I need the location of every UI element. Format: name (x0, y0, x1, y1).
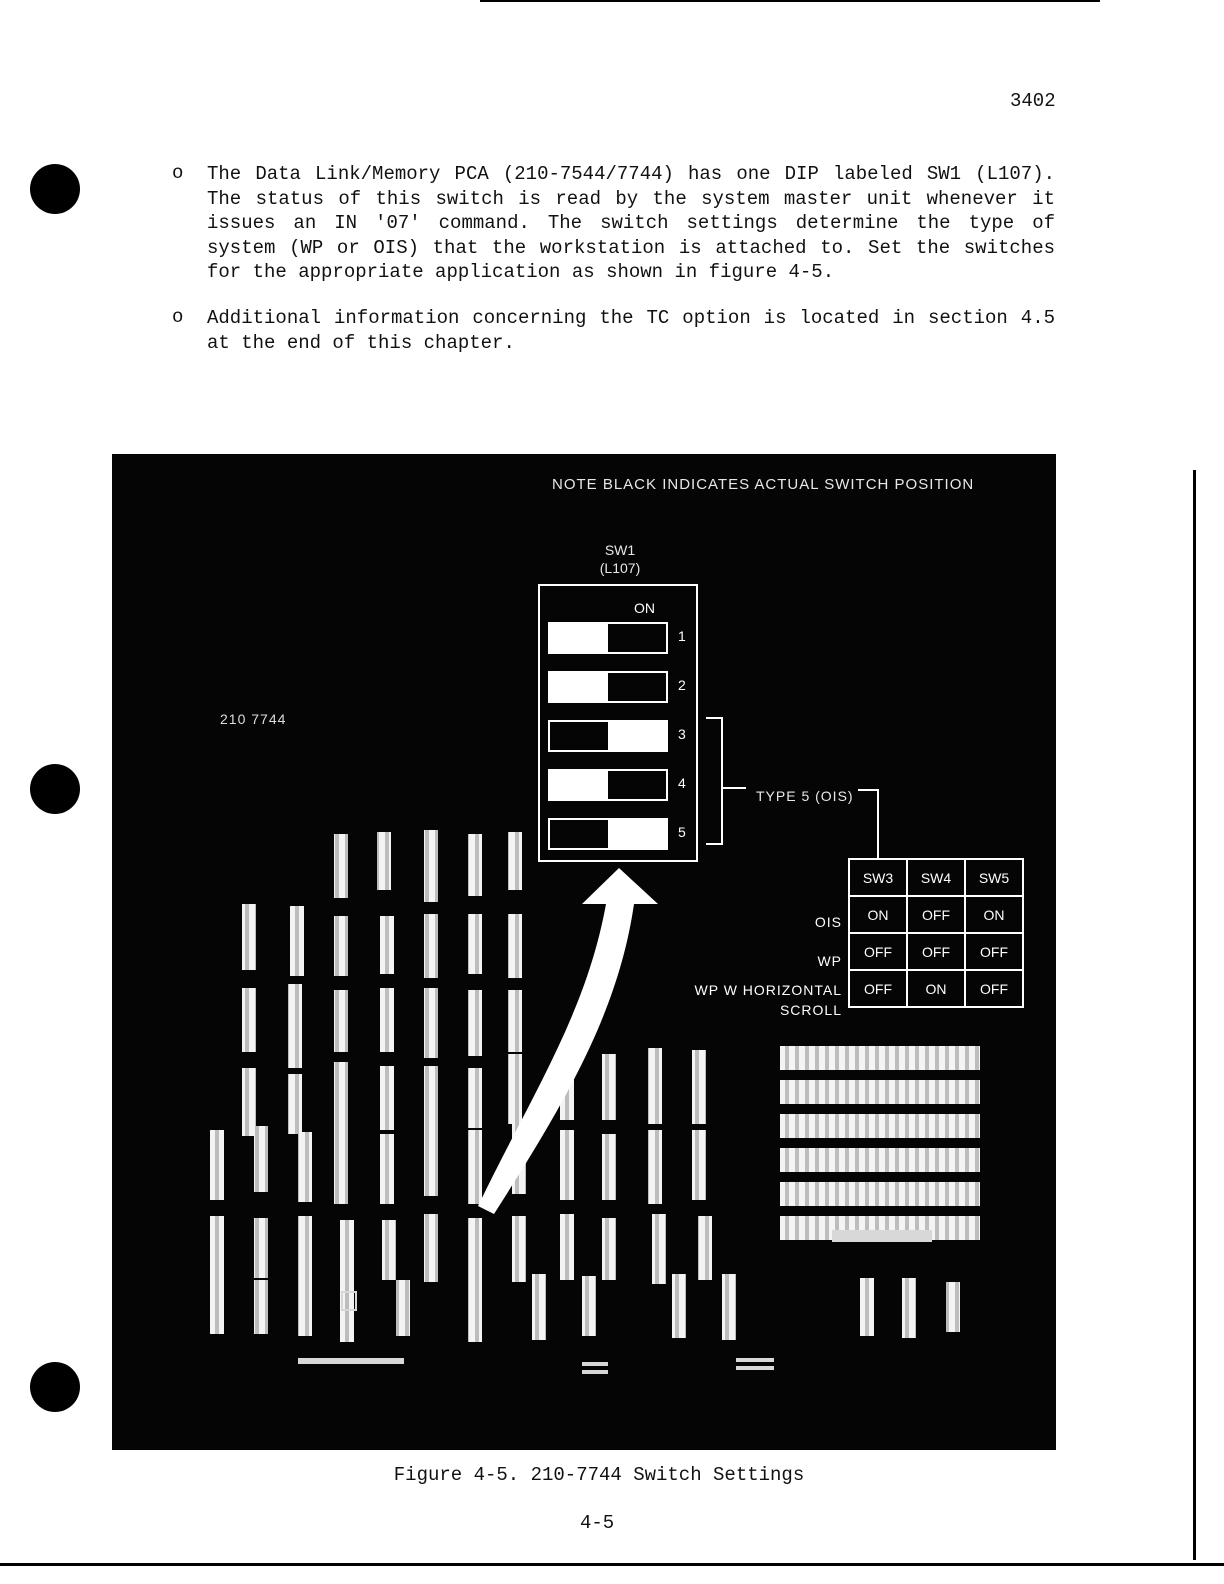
board-label: 210 7744 (220, 711, 287, 727)
binder-hole-bottom (30, 1362, 80, 1412)
figure-caption (0, 1464, 1224, 1486)
table-header: SW4 (907, 859, 965, 896)
table-cell: OFF (907, 896, 965, 933)
switch-title (595, 541, 645, 577)
dip-switch-number: 5 (678, 824, 686, 840)
row-label-wp: WP (817, 953, 842, 969)
table-cell: OFF (907, 933, 965, 970)
table-cell: ON (965, 896, 1023, 933)
figure-switch-settings (112, 454, 1056, 1450)
type-label: TYPE 5 (OIS) (756, 788, 854, 804)
dip-switch (538, 584, 698, 862)
table-row (849, 933, 1023, 970)
on-label: ON (634, 600, 655, 616)
table-header-row (849, 859, 1023, 896)
dip-switch-2 (548, 671, 668, 703)
dip-switch-number: 1 (678, 628, 686, 644)
bottom-rule (0, 1563, 1224, 1566)
switch-knob (550, 820, 608, 848)
memory-array (780, 1046, 980, 1240)
switch-knob (608, 673, 666, 701)
paragraph-dip-switch: The Data Link/Memory PCA (210-7544/7744) has one DIP labeled SW1 (L107). The status of this switch is read by the system master unit whenever it issues an IN '07' command. The switch settings determine the type of system (WP or OIS) that the workstation is attached to. Set the switches for the appropriate application as shown in figure 4-5. (207, 163, 1055, 283)
table-cell: ON (849, 896, 907, 933)
dip-switch-number: 3 (678, 726, 686, 742)
top-rule (480, 0, 1100, 2)
folio: 4-5 (580, 1512, 615, 1534)
table-row (849, 896, 1023, 933)
table-cell: OFF (849, 933, 907, 970)
bullet-marker: o (172, 162, 184, 184)
right-rule (1193, 470, 1196, 1560)
dip-switch-number: 4 (678, 775, 686, 791)
binder-hole-top (30, 164, 80, 214)
dip-switch-5 (548, 818, 668, 850)
switch-location: (L107) (599, 560, 641, 576)
figure-note: NOTE BLACK INDICATES ACTUAL SWITCH POSITION (552, 476, 975, 493)
switch-name: SW1 (604, 542, 636, 558)
switch-settings-table (848, 858, 1024, 1008)
dip-switch-3 (548, 720, 668, 752)
table-leader (858, 790, 878, 858)
table-cell: OFF (849, 970, 907, 1007)
dip-switch-number: 2 (678, 677, 686, 693)
row-label-ois: OIS (814, 914, 842, 930)
dip-switch-1 (548, 622, 668, 654)
table-header: SW3 (849, 859, 907, 896)
paragraph-tc-option: Additional information concerning the TC option is located in section 4.5 at the end of this chapter. (207, 307, 1055, 354)
row-label-wp-horizontal-scroll: WP W HORIZONTAL SCROLL (694, 982, 842, 1018)
table-header: SW5 (965, 859, 1023, 896)
dip-switch-4 (548, 769, 668, 801)
table-row (849, 970, 1023, 1007)
switch-knob (608, 771, 666, 799)
caption-text: Figure 4-5. 210-7744 Switch Settings (393, 1464, 805, 1486)
binder-hole-middle (30, 764, 80, 814)
bracket (706, 718, 722, 844)
table-cell: ON (907, 970, 965, 1007)
table-cell: OFF (965, 970, 1023, 1007)
switch-knob (608, 624, 666, 652)
page-number: 3402 (1010, 90, 1056, 112)
switch-knob (550, 722, 608, 750)
table-cell: OFF (965, 933, 1023, 970)
bullet-marker: o (172, 306, 184, 328)
